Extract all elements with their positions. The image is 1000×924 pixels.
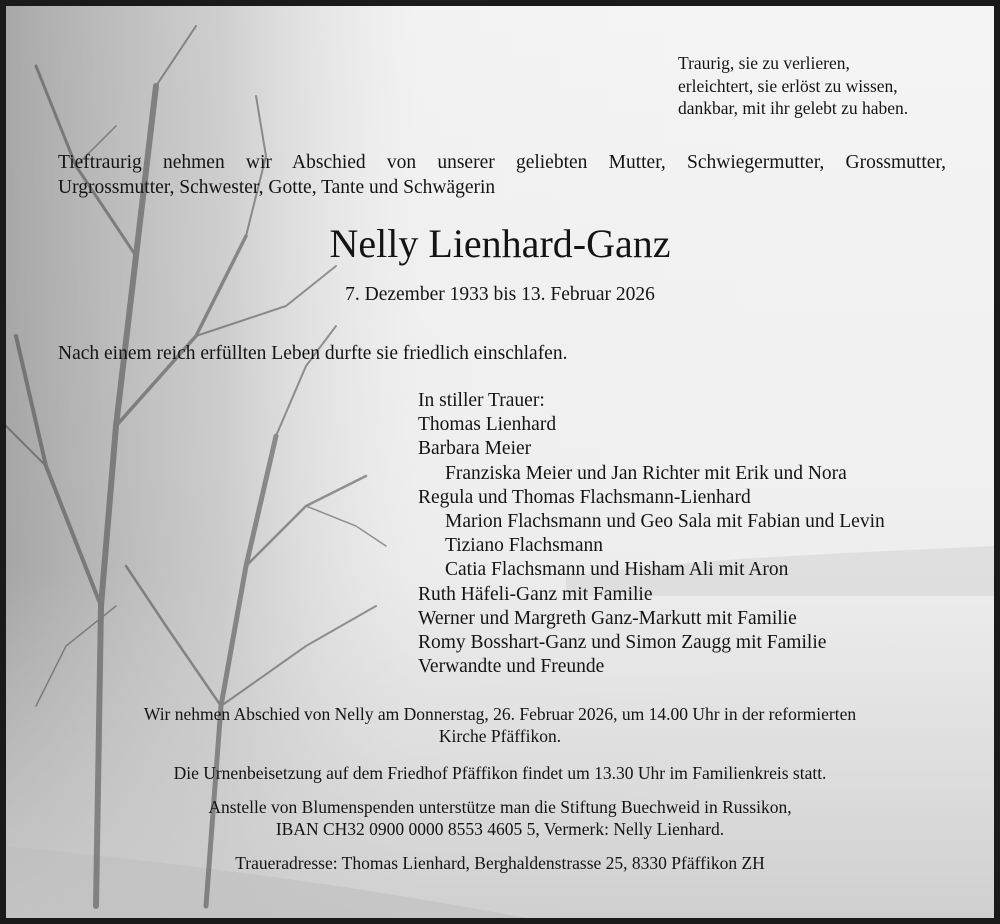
mourner-line: Romy Bosshart-Ganz und Simon Zaugg mit Familie: [418, 632, 827, 654]
mourner-line: Marion Flachsmann und Geo Sala mit Fabian und Levin: [445, 511, 885, 533]
mourner-line: Ruth Häfeli-Ganz mit Familie: [418, 583, 653, 605]
mourner-line: Verwandte und Freunde: [418, 656, 605, 678]
ceremony-line: Kirche Pfäffikon.: [438, 726, 562, 746]
intro-line: Tieftraurig nehmen wir Abschied von unserer geliebten Mutter, Schwiegermutter, Grossmutter,: [58, 152, 946, 173]
mourner-line: Barbara Meier: [418, 438, 532, 460]
burial-info: Die Urnenbeisetzung auf dem Friedhof Pfäffikon findet um 13.30 Uhr im Familienkreis statt.: [173, 763, 827, 783]
mourning-address: Traueradresse: Thomas Lienhard, Berghaldenstrasse 25, 8330 Pfäffikon ZH: [235, 853, 765, 873]
mourner-line: Catia Flachsmann und Hisham Ali mit Aron: [445, 559, 789, 581]
closing-sentence: Nach einem reich erfüllten Leben durfte sie friedlich einschlafen.: [58, 343, 568, 364]
donation-line: Anstelle von Blumenspenden unterstütze man die Stiftung Buechweid in Russikon,: [208, 797, 792, 817]
mourner-line: In stiller Trauer:: [418, 390, 545, 411]
mourner-line: Franziska Meier und Jan Richter mit Erik und Nora: [445, 462, 847, 484]
life-dates: 7. Dezember 1933 bis 13. Februar 2026: [345, 284, 655, 305]
verse-line: dankbar, mit ihr gelebt zu haben.: [678, 98, 909, 118]
mourners-list: [418, 389, 885, 679]
ceremony-line: Wir nehmen Abschied von Nelly am Donnerstag, 26. Februar 2026, um 14.00 Uhr in der reformierten: [143, 704, 857, 724]
intro-line: Urgrossmutter, Schwester, Gotte, Tante und Schwägerin: [58, 177, 496, 198]
mourner-line: Regula und Thomas Flachsmann-Lienhard: [418, 486, 751, 508]
mourner-line: Tiziano Flachsmann: [445, 535, 603, 557]
verse-line: Traurig, sie zu verlieren,: [678, 53, 850, 73]
verse-line: erleichtert, sie erlöst zu wissen,: [678, 75, 898, 96]
deceased-name: Nelly Lienhard-Ganz: [329, 221, 671, 266]
donation-info: [6, 796, 994, 840]
donation-line: IBAN CH32 0900 0000 8553 4605 5, Vermerk: Nelly Lienhard.: [275, 819, 725, 839]
mourner-line: Werner und Margreth Ganz-Markutt mit Familie: [418, 607, 797, 629]
epigraph-verse: [678, 52, 908, 120]
announcement-intro: [58, 150, 946, 200]
mourner-line: Thomas Lienhard: [418, 414, 557, 436]
ceremony-info: [6, 703, 994, 747]
